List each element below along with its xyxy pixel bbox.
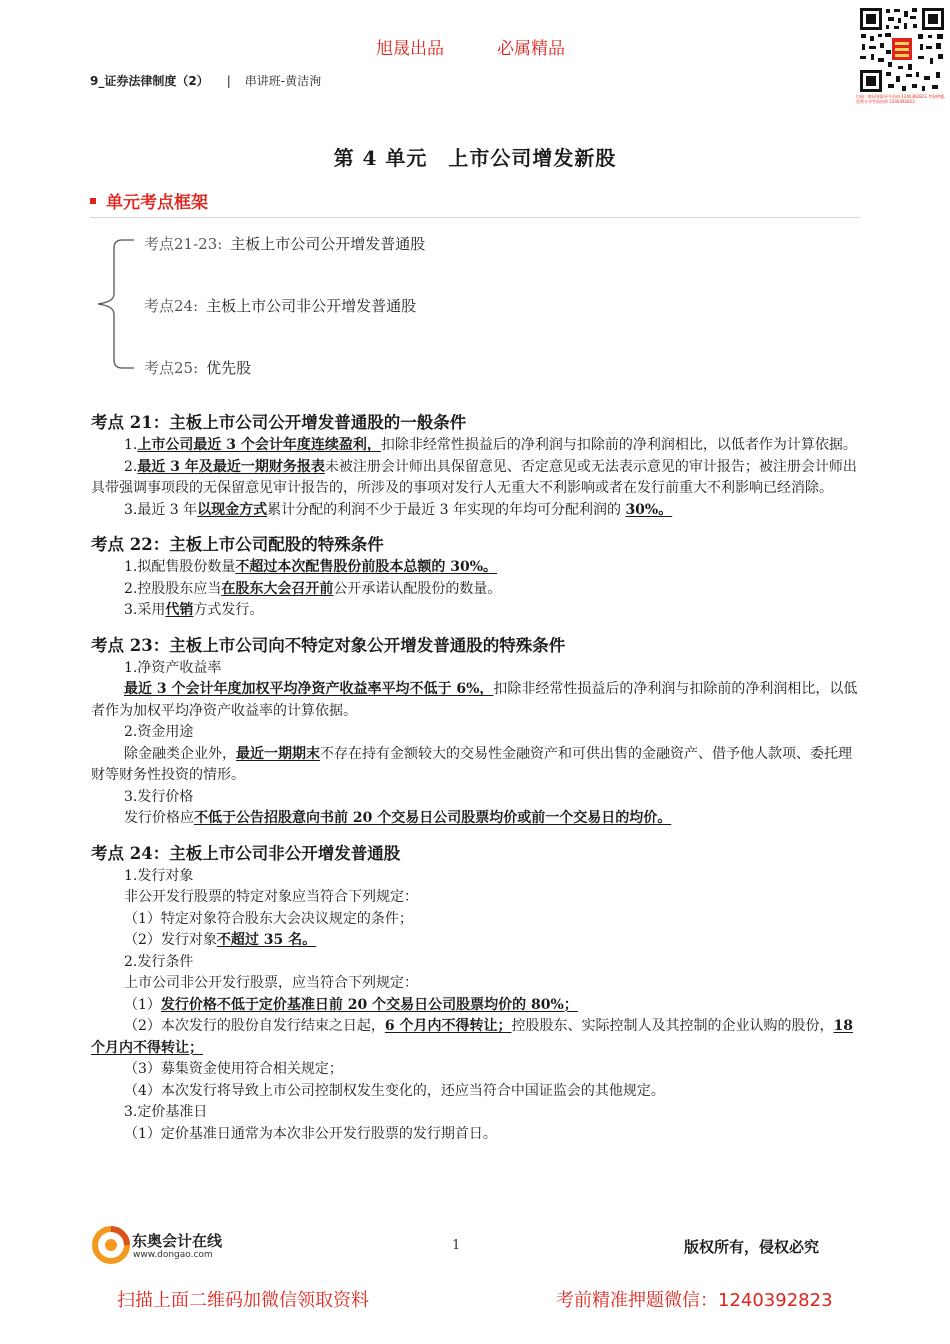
key-phrase: 上市公司最近 3 个会计年度连续盈利，: [137, 437, 381, 453]
main-content: [91, 411, 859, 1145]
key-phrase: 在股东大会召开前: [221, 580, 334, 597]
framework-item: [144, 295, 416, 316]
paragraph: 1.拟配售股份数量不超过本次配售股份前股本总额的 30%。: [124, 559, 498, 575]
key-phrase: 18 个月内不得转让；: [91, 1018, 854, 1056]
qr-code-image: [858, 6, 946, 94]
subheading: 3.定价基准日: [124, 1104, 208, 1120]
key-phrase: 6 个月内不得转让；: [384, 1018, 512, 1034]
paragraph: 除金融类企业外，最近一期期末不存在持有金额较大的交易性金融资产和可供出售的金融资产、借予他人款项、委托理财等财务性投资的情形。: [91, 745, 852, 783]
qr-caption: 扫描二维码领取更多资料 1240392823 考前押题，免费分享考前资料 1240392823: [856, 94, 948, 104]
framework-item: [144, 357, 251, 378]
unit-title: 第 4 单元 上市公司增发新股: [333, 146, 617, 170]
section-title-24: 考点 24：主板上市公司非公开增发普通股: [91, 843, 401, 863]
key-phrase: 最近一期期末: [236, 745, 320, 762]
framework-heading: [90, 188, 208, 213]
key-phrase: 不低于公告招股意向书前 20 个交易日公司股票均价或前一个交易日的均价。: [194, 810, 672, 826]
header-separator: |: [226, 74, 231, 88]
section-title-23: 考点 23：主板上市公司向不特定对象公开增发普通股的特殊条件: [91, 635, 566, 655]
square-bullet-icon: [90, 198, 96, 204]
page-header: [90, 72, 321, 89]
list-item: （1）发行价格不低于定价基准日前 20 个交易日公司股票均价的 80%；: [124, 996, 578, 1013]
subheading: 2.资金用途: [124, 724, 194, 740]
logo-url: www.dongao.com: [133, 1250, 213, 1260]
list-item: （2）本次发行的股份自发行结束之日起，6 个月内不得转让；控股股东、实际控制人及其控制的企业认购的股份，18 个月内不得转让；: [91, 1018, 854, 1056]
list-item: （4）本次发行将导致上市公司控制权发生变化的，还应当符合中国证监会的其他规定。: [124, 1082, 665, 1099]
banner-right: 必属精品: [497, 39, 565, 59]
paragraph: 3.最近 3 年以现金方式累计分配的利润不少于最近 3 年实现的年均可分配利润的 30%。: [124, 501, 673, 518]
framework-item-text: 主板上市公司非公开增发普通股: [206, 297, 417, 315]
list-item: （2）发行对象不超过 35 名。: [124, 932, 317, 948]
framework-item-lead: 考点24:: [144, 297, 199, 315]
key-phrase: 不超过 35 名。: [216, 932, 317, 948]
course-title: 9_证券法律制度（2）: [90, 74, 209, 88]
subheading: 3.发行价格: [124, 788, 194, 805]
paragraph: 3.采用代销方式发行。: [124, 602, 264, 618]
key-phrase: 发行价格不低于定价基准日前 20 个交易日公司股票均价的 80%；: [160, 996, 578, 1013]
subheading: 1.净资产收益率: [124, 659, 222, 676]
subheading: 2.发行条件: [124, 953, 194, 970]
key-phrase: 最近 3 个会计年度加权平均净资产收益率平均不低于 6%，: [124, 681, 494, 697]
list-item: （1）定价基准日通常为本次非公开发行股票的发行期首日。: [124, 1125, 497, 1142]
paragraph: 非公开发行股票的特定对象应当符合下列规定：: [124, 889, 418, 905]
page-number: 1: [452, 1238, 461, 1253]
framework-item-text: 优先股: [206, 359, 252, 377]
paragraph: 发行价格应不低于公告招股意向书前 20 个交易日公司股票均价或前一个交易日的均价。: [124, 810, 672, 826]
left-brace-icon: [94, 236, 138, 372]
list-item: （1）特定对象符合股东大会决议规定的条件；: [124, 910, 413, 927]
class-name: 串讲班-黄洁洵: [244, 74, 322, 88]
framework-item-lead: 考点25:: [144, 359, 199, 377]
framework-item-lead: 考点21-23:: [144, 235, 223, 253]
paragraph: 1.上市公司最近 3 个会计年度连续盈利，扣除非经常性损益后的净利润与扣除前的净利润相比，以低者作为计算依据。: [124, 437, 857, 453]
framework-item-text: 主板上市公司公开增发普通股: [230, 235, 426, 253]
paragraph: 2.控股股东应当在股东大会召开前公开承诺认配股份的数量。: [124, 580, 502, 597]
cta-scan-qr: 扫描上面二维码加微信领取资料: [117, 1290, 369, 1311]
section-title-22: 考点 22：主板上市公司配股的特殊条件: [91, 535, 384, 554]
dongao-logo-icon: [92, 1226, 130, 1264]
framework-divider: [90, 217, 860, 218]
framework-heading-text: 单元考点框架: [106, 193, 208, 213]
section-title-21: 考点 21：主板上市公司公开增发普通股的一般条件: [91, 413, 467, 432]
key-phrase: 不超过本次配售股份前股本总额的 30%。: [235, 559, 498, 575]
paragraph: 最近 3 个会计年度加权平均净资产收益率平均不低于 6%，扣除非经常性损益后的净利润与扣除前的净利润相比，以低者作为加权平均净资产收益率的计算依据。: [91, 681, 858, 719]
paragraph: 2.最近 3 年及最近一期财务报表未被注册会计师出具保留意见、否定意见或无法表示意见的审计报告；被注册会计师出具带强调事项段的无保留意见审计报告的，所涉及的事项对发行人无重大不利影响或者在发行前重大不利影响已经消除。: [91, 458, 857, 496]
subheading: 1.发行对象: [124, 867, 194, 884]
logo-name: 东奥会计在线: [132, 1232, 223, 1250]
copyright-notice: 版权所有，侵权必究: [684, 1238, 820, 1256]
key-phrase: 代销: [165, 602, 194, 618]
list-item: （3）募集资金使用符合相关规定；: [124, 1061, 343, 1077]
key-phrase: 以现金方式: [197, 501, 268, 518]
key-phrase: 最近 3 年及最近一期财务报表: [137, 458, 325, 475]
cta-wechat: 考前精准押题微信：1240392823: [556, 1290, 833, 1311]
key-phrase: 30%。: [625, 501, 673, 518]
banner-left: 旭晟出品: [376, 39, 444, 59]
paragraph: 上市公司非公开发行股票，应当符合下列规定：: [124, 975, 418, 991]
framework-item: [144, 233, 425, 254]
